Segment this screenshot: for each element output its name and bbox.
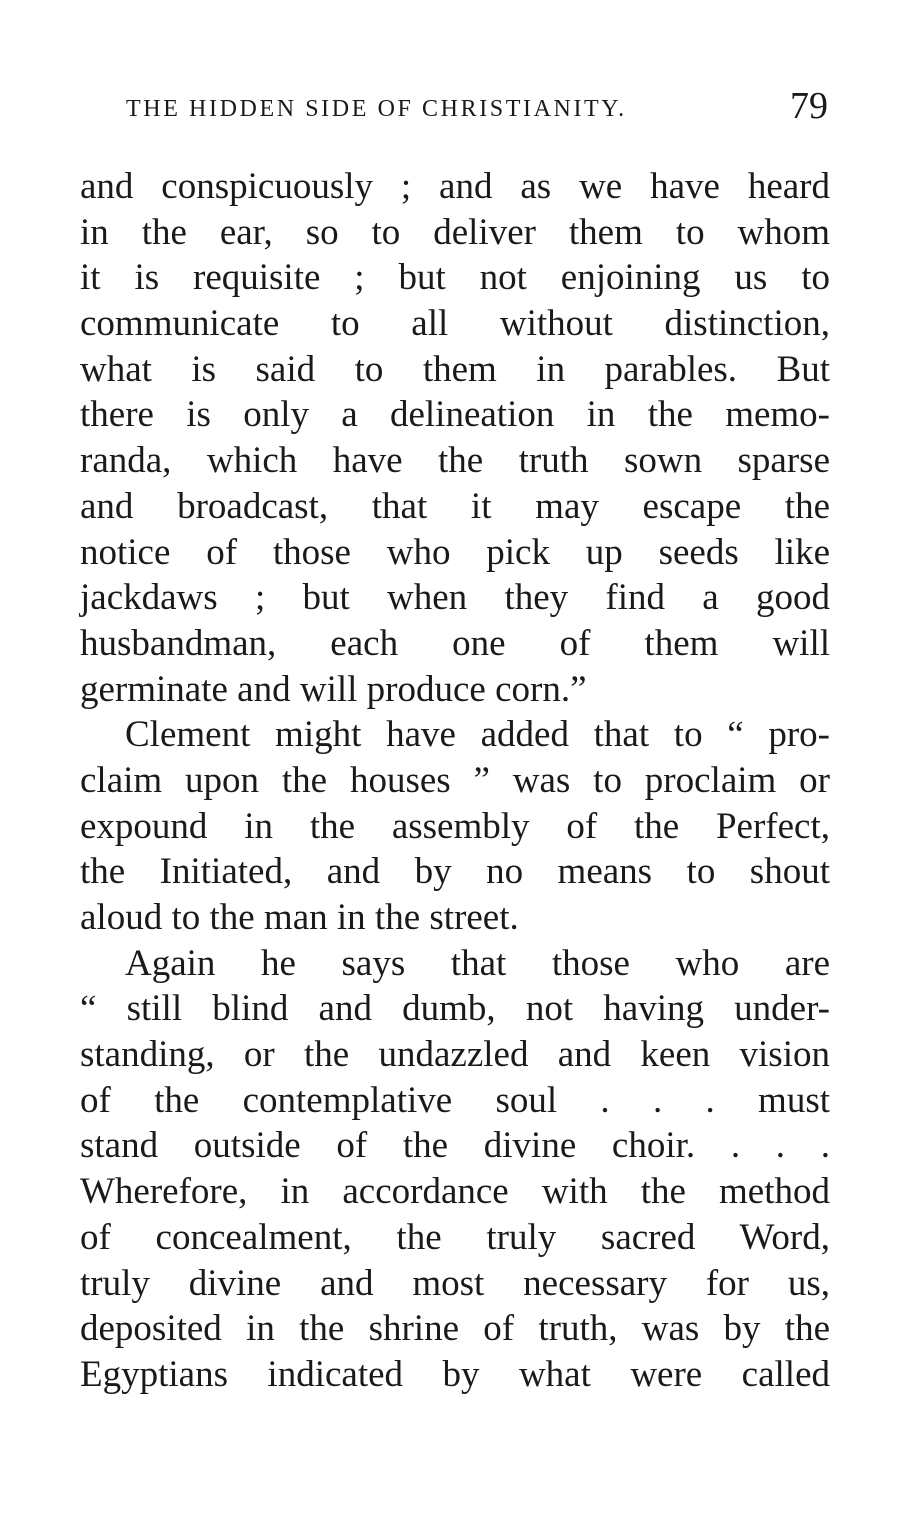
running-head: [126, 84, 828, 134]
text-line: expound in the assembly of the Perfect,: [80, 805, 830, 847]
text-line: jackdaws ; but when they find a good: [80, 577, 830, 619]
text-line: deposited in the shrine of truth, was by the: [80, 1308, 830, 1350]
text-line: in the ear, so to deliver them to whom: [80, 211, 830, 253]
text-line: there is only a delineation in the memo-: [80, 394, 830, 436]
text-line: of concealment, the truly sacred Word,: [80, 1216, 830, 1258]
page-number: 79: [790, 85, 828, 127]
body-text: [80, 164, 830, 1398]
running-title: THE HIDDEN SIDE OF CHRISTIANITY.: [126, 96, 627, 122]
text-line: “ still blind and dumb, not having under-: [80, 988, 830, 1030]
text-line: truly divine and most necessary for us,: [80, 1262, 830, 1304]
text-line: germinate and will produce corn.”: [80, 668, 587, 710]
text-line: communicate to all without distinction,: [80, 303, 830, 345]
text-line: of the contemplative soul . . . must: [80, 1079, 830, 1121]
text-line: husbandman, each one of them will: [80, 622, 830, 664]
text-line: notice of those who pick up seeds like: [80, 531, 830, 573]
text-line: Egyptians indicated by what were called: [80, 1353, 830, 1395]
paragraph-first-line: Clement might have added that to “ pro-: [125, 714, 830, 756]
text-line: it is requisite ; but not enjoining us to: [80, 257, 830, 299]
text-line: what is said to them in parables. But: [80, 348, 830, 390]
paragraph-first-line: Again he says that those who are: [125, 942, 830, 984]
text-line: and conspicuously ; and as we have heard: [80, 166, 830, 207]
text-line: Wherefore, in accordance with the method: [80, 1171, 830, 1213]
text-line: aloud to the man in the street.: [80, 897, 519, 938]
text-line: randa, which have the truth sown sparse: [80, 440, 830, 482]
text-line: the Initiated, and by no means to shout: [80, 851, 830, 893]
text-line: claim upon the houses ” was to proclaim or: [80, 759, 830, 801]
text-line: standing, or the undazzled and keen vision: [80, 1034, 830, 1076]
text-line: and broadcast, that it may escape the: [80, 485, 830, 527]
text-line: stand outside of the divine choir. . . .: [80, 1125, 830, 1167]
